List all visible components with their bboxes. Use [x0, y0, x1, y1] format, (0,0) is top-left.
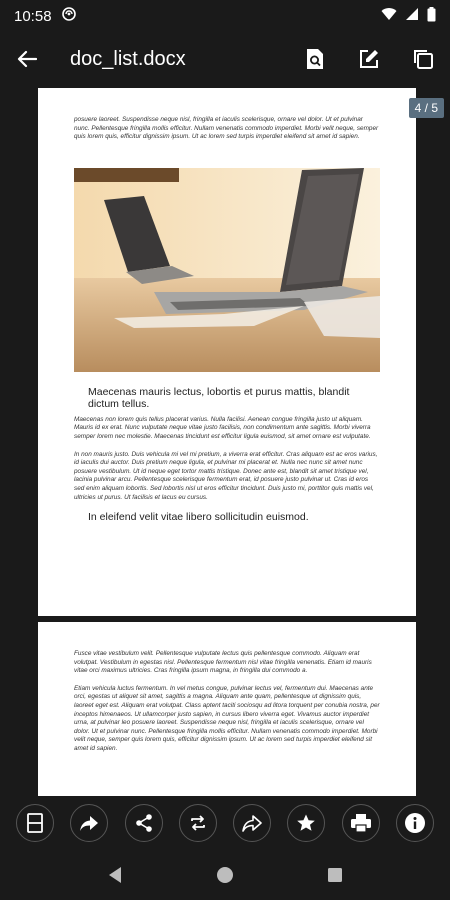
nav-back-button[interactable] [101, 861, 129, 889]
document-page [38, 88, 416, 616]
search-document-button[interactable] [302, 46, 328, 72]
battery-icon [427, 7, 436, 26]
wifi-icon [381, 7, 397, 25]
section-heading: In eleifend velit vitae libero sollicitudin euismod. [88, 511, 309, 524]
share-arrow-button[interactable] [70, 804, 108, 842]
page-layout-button[interactable] [16, 804, 54, 842]
multi-window-icon [412, 48, 434, 70]
nav-back-icon [107, 866, 123, 884]
forward-button[interactable] [233, 804, 271, 842]
back-button[interactable] [14, 46, 40, 72]
info-button[interactable] [396, 804, 434, 842]
nav-home-icon [216, 866, 234, 884]
system-nav-bar [0, 850, 450, 900]
document-page [38, 622, 416, 796]
sync-icon [188, 813, 208, 833]
page-indicator: 4 / 5 [409, 98, 444, 118]
sync-button[interactable] [179, 804, 217, 842]
page-paragraph: Fusce vitae vestibulum velit. Pellentesque vulputate lectus quis pellentesque commodo. Aliquam erat volutpat. Vestibulum in egestas nisl. Pellentesque fermentum nisl vitae fringilla venenatis. Etiam id mauris vitae orci maximus ultricies. Cras fringilla ipsum magna, in fringilla dui commodo a. [74, 650, 372, 675]
back-arrow-icon [17, 50, 37, 68]
share-button[interactable] [125, 804, 163, 842]
edit-button[interactable] [356, 46, 382, 72]
signal-icon [405, 7, 419, 25]
info-icon [404, 812, 426, 834]
sync-status-icon [62, 7, 76, 25]
document-viewer[interactable] [0, 86, 450, 796]
page-paragraph: Etiam vehicula luctus fermentum. In vel metus congue, pulvinar lectus vel, fermentum dui. Maecenas ante orci, egestas ut aliquet sit amet, sagittis a magna. Aliquam ante quam, pellentesque ut dignissim quis, laoreet eget est. Aliquam erat volutpat. Class aptent taciti sociosqu ad litora torquent per conubia nostra, per inceptos himenaeos. Ut ullamcorper justo sapien, in cursus libero viverra eget. Vivamus auctor imperdiet urna, at pulvinar leo posuere laoreet. Suspendisse neque nisl, fringilla et iaculis scelerisque, ornare vel dolor. Ut et pulvinar nunc. Pellentesque fringilla mollis efficitur. Nullam venenatis commodo imperdiet. Morbi velit neque, semper quis lorem quis, efficitur dignissim ipsum. Ut ac lorem sed turpis imperdiet eleifend sit amet id sapien. [74, 684, 380, 752]
search-document-icon [305, 48, 325, 70]
star-icon [296, 813, 316, 833]
nav-home-button[interactable] [211, 861, 239, 889]
print-button[interactable] [342, 804, 380, 842]
share-arrow-icon [79, 814, 99, 832]
nav-recents-icon [327, 867, 343, 883]
bottom-toolbar [0, 796, 450, 850]
laptop-photo [74, 168, 380, 372]
document-title: doc_list.docx [70, 47, 186, 70]
app-bar [0, 32, 450, 86]
page-paragraph: Maecenas non lorem quis tellus placerat varius. Nulla facilisi. Aenean congue fringilla justo ut aliquam. Mauris id ex erat. Nunc vulputate neque vitae justo facilisis, non condimentum ante sagittis. Morbi viverra semper lorem nec molestie. Maecenas tincidunt est efficitur ligula euismod, sit amet ornare est vulputate. [74, 415, 371, 440]
forward-icon [242, 814, 262, 832]
edit-icon [358, 48, 380, 70]
share-icon [134, 813, 154, 833]
favorite-button[interactable] [287, 804, 325, 842]
nav-recents-button[interactable] [321, 861, 349, 889]
windows-button[interactable] [410, 46, 436, 72]
status-time: 10:58 [14, 7, 52, 25]
section-heading: Maecenas mauris lectus, lobortis et purus mattis, blandit dictum tellus. [88, 385, 350, 410]
status-bar [0, 0, 450, 32]
page-paragraph: In non mauris justo. Duis vehicula mi vel mi pretium, a viverra erat efficitur. Cras aliquam est ac eros varius, id iaculis dui auctor. Duis pretium neque ligula, et pulvinar mi placerat et. Nulla nec nunc sit amet nunc posuere vestibulum. Ut id neque eget tortor mattis tristique. Donec ante est, blandit sit amet tristique vel, lacinia pulvinar arcu. Pellentesque scelerisque fermentum erat, id posuere justo pulvinar ut. Cras id eros sed enim aliquam lobortis. Sed lobortis nisl ut eros efficitur tincidunt. Duis justo mi, porttitor quis mattis vel, ultricies ut purus. Ut facilisis et lacus eu cursus. [74, 450, 378, 501]
page-layout-icon [26, 813, 44, 833]
print-icon [350, 813, 372, 833]
page-paragraph: posuere laoreet. Suspendisse neque nisl, fringilla et iaculis scelerisque, ornare vel dolor. Ut et pulvinar nunc. Pellentesque fringilla mollis efficitur. Nullam venenatis commodo imperdiet. Morbi velit neque, semper quis lorem quis, efficitur dignissim ipsum. Ut ac lorem sed turpis imperdiet eleifend sit amet id sapien. [74, 116, 379, 141]
